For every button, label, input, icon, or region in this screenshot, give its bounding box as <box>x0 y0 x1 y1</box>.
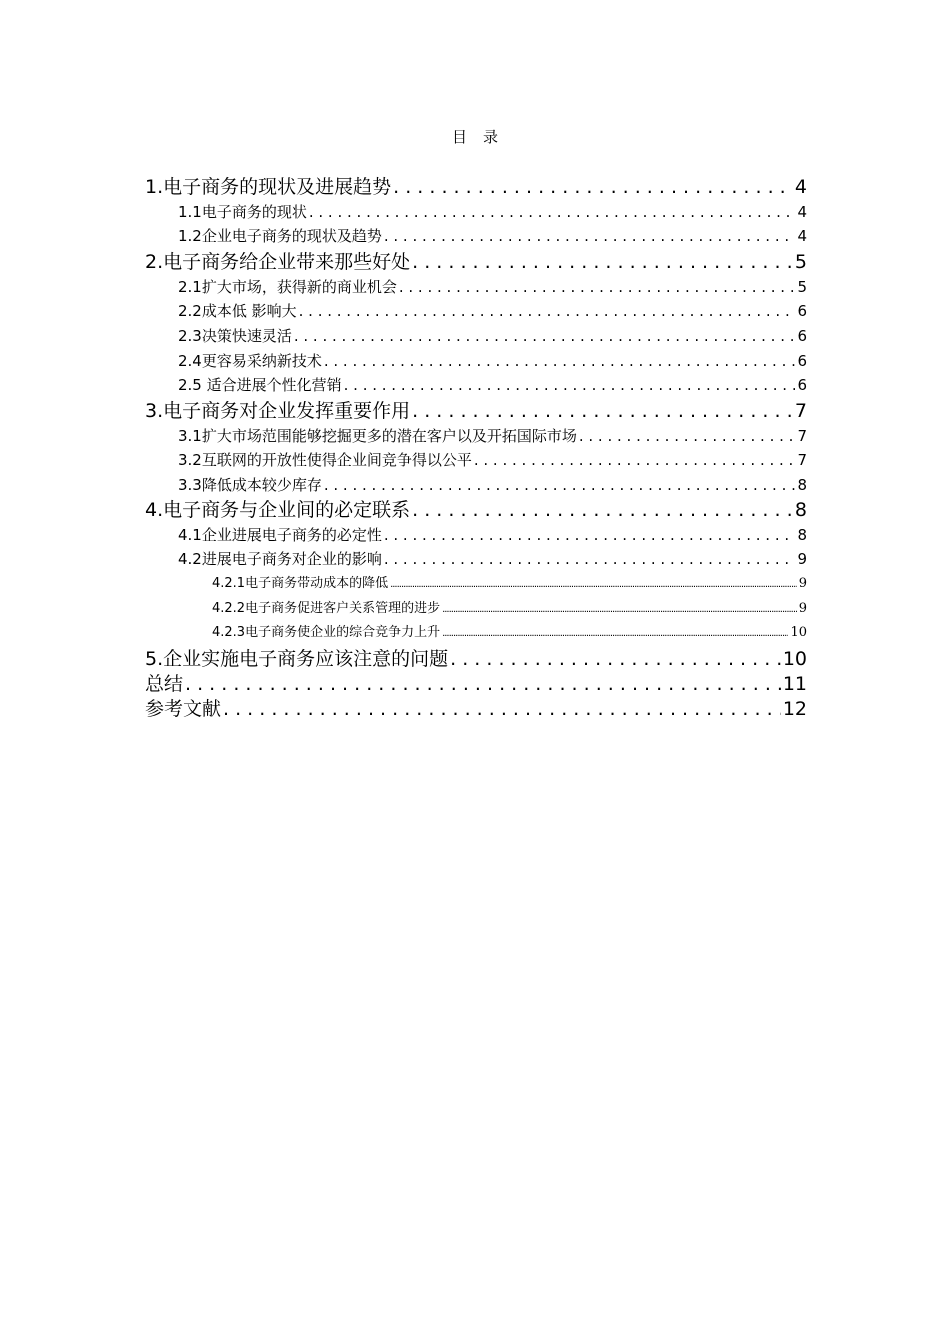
toc-entry-page: 12 <box>782 698 807 720</box>
dot-leader <box>579 424 796 448</box>
toc-entry-page: 9 <box>797 550 807 568</box>
toc-entry-level1[interactable] <box>145 249 807 275</box>
toc-entry-level1[interactable] <box>145 398 807 424</box>
toc-entry-page: 7 <box>797 451 807 469</box>
toc-entry-label: 4.1企业进展电子商务的必定性 <box>178 526 382 544</box>
toc-entry-page: 5 <box>794 251 807 273</box>
toc-entry-page: 4 <box>794 176 807 198</box>
toc-entry-label: 4.2.3电子商务使企业的综合竞争力上升 <box>212 625 441 640</box>
dot-leader <box>412 398 793 424</box>
dot-leader <box>324 473 796 497</box>
toc-entry-page: 5 <box>797 278 807 296</box>
toc-entry-page: 9 <box>798 576 807 591</box>
dot-leader <box>450 646 781 672</box>
dot-leader <box>309 200 796 224</box>
dot-leader <box>223 696 781 722</box>
toc-entry-page: 6 <box>797 302 807 320</box>
toc-entry-level2[interactable] <box>178 324 807 348</box>
toc-entry-page: 7 <box>794 400 807 422</box>
toc-entry-page: 11 <box>782 673 807 695</box>
toc-entry-level2[interactable] <box>178 224 807 248</box>
toc-entry-label: 1.电子商务的现状及进展趋势 <box>145 176 392 198</box>
toc-entry-level1[interactable] <box>145 174 807 200</box>
toc-entry-page: 4 <box>797 227 807 245</box>
dot-leader <box>294 324 796 348</box>
toc-entry-page: 8 <box>797 526 807 544</box>
toc-entry-label: 3.2互联网的开放性使得企业间竞争得以公平 <box>178 451 472 469</box>
toc-entry-page: 8 <box>794 499 807 521</box>
toc-entry-label: 4.2.1电子商务带动成本的降低 <box>212 576 389 591</box>
dot-leader <box>442 597 797 621</box>
page-title: 目录 <box>451 128 514 146</box>
toc-entry-label: 4.2.2电子商务促进客户关系管理的进步 <box>212 601 441 616</box>
toc-entry-label: 1.2企业电子商务的现状及趋势 <box>178 227 382 245</box>
dot-leader <box>412 497 793 523</box>
toc-entry-level1[interactable] <box>145 671 807 697</box>
dot-leader <box>384 523 796 547</box>
dot-leader <box>442 621 788 645</box>
toc-entry-page: 9 <box>798 601 807 616</box>
toc-entry-level1[interactable] <box>145 497 807 523</box>
toc-entry-level3[interactable] <box>212 572 807 596</box>
toc-entry-label: 2.5 适合进展个性化营销 <box>178 376 342 394</box>
toc-entry-level2[interactable] <box>178 349 807 373</box>
toc-entry-label: 2.1扩大市场，获得新的商业机会 <box>178 278 397 296</box>
toc-entry-page: 6 <box>797 352 807 370</box>
dot-leader <box>412 249 793 275</box>
dot-leader <box>384 547 796 571</box>
toc-entry-level2[interactable] <box>178 523 807 547</box>
toc-entry-label: 4.2进展电子商务对企业的影响 <box>178 550 382 568</box>
toc-entry-level2[interactable] <box>178 299 807 323</box>
toc-entry-level3[interactable] <box>212 597 807 621</box>
toc-entry-page: 4 <box>797 203 807 221</box>
dot-leader <box>390 572 797 596</box>
dot-leader <box>344 373 796 397</box>
toc-entry-label: 5.企业实施电子商务应该注意的问题 <box>145 648 449 670</box>
dot-leader <box>384 224 796 248</box>
toc-entry-label: 总结 <box>145 673 184 695</box>
toc-entry-label: 4.电子商务与企业间的必定联系 <box>145 499 411 521</box>
toc-entry-level2[interactable] <box>178 448 807 472</box>
toc-entry-label: 2.电子商务给企业带来那些好处 <box>145 251 411 273</box>
toc-entry-page: 6 <box>797 376 807 394</box>
dot-leader <box>299 299 796 323</box>
toc-entry-level3[interactable] <box>212 621 807 645</box>
toc-entry-level2[interactable] <box>178 547 807 571</box>
toc-entry-label: 参考文献 <box>145 698 222 720</box>
toc-entry-page: 6 <box>797 327 807 345</box>
toc-entry-label: 2.2成本低 影响大 <box>178 302 297 320</box>
toc-entry-page: 7 <box>797 427 807 445</box>
toc-entry-level2[interactable] <box>178 424 807 448</box>
dot-leader <box>474 448 796 472</box>
toc-entry-label: 3.电子商务对企业发挥重要作用 <box>145 400 411 422</box>
toc-entry-label: 3.3降低成本较少库存 <box>178 476 322 494</box>
toc-entry-label: 2.3决策快速灵活 <box>178 327 292 345</box>
toc-entry-level2[interactable] <box>178 473 807 497</box>
dot-leader <box>399 275 796 299</box>
toc-entry-label: 3.1扩大市场范围能够挖掘更多的潜在客户以及开拓国际市场 <box>178 427 577 445</box>
toc-entry-level1[interactable] <box>145 646 807 672</box>
toc-entry-page: 10 <box>782 648 807 670</box>
toc-entry-label: 2.4更容易采纳新技术 <box>178 352 322 370</box>
dot-leader <box>393 174 793 200</box>
toc-entry-label: 1.1电子商务的现状 <box>178 203 307 221</box>
toc-entry-level2[interactable] <box>178 200 807 224</box>
toc-entry-page: 10 <box>790 625 807 640</box>
toc-entry-level2[interactable] <box>178 373 807 397</box>
dot-leader <box>324 349 796 373</box>
toc-entry-level2[interactable] <box>178 275 807 299</box>
dot-leader <box>185 671 781 697</box>
toc-entry-page: 8 <box>797 476 807 494</box>
toc-entry-level1[interactable] <box>145 696 807 722</box>
